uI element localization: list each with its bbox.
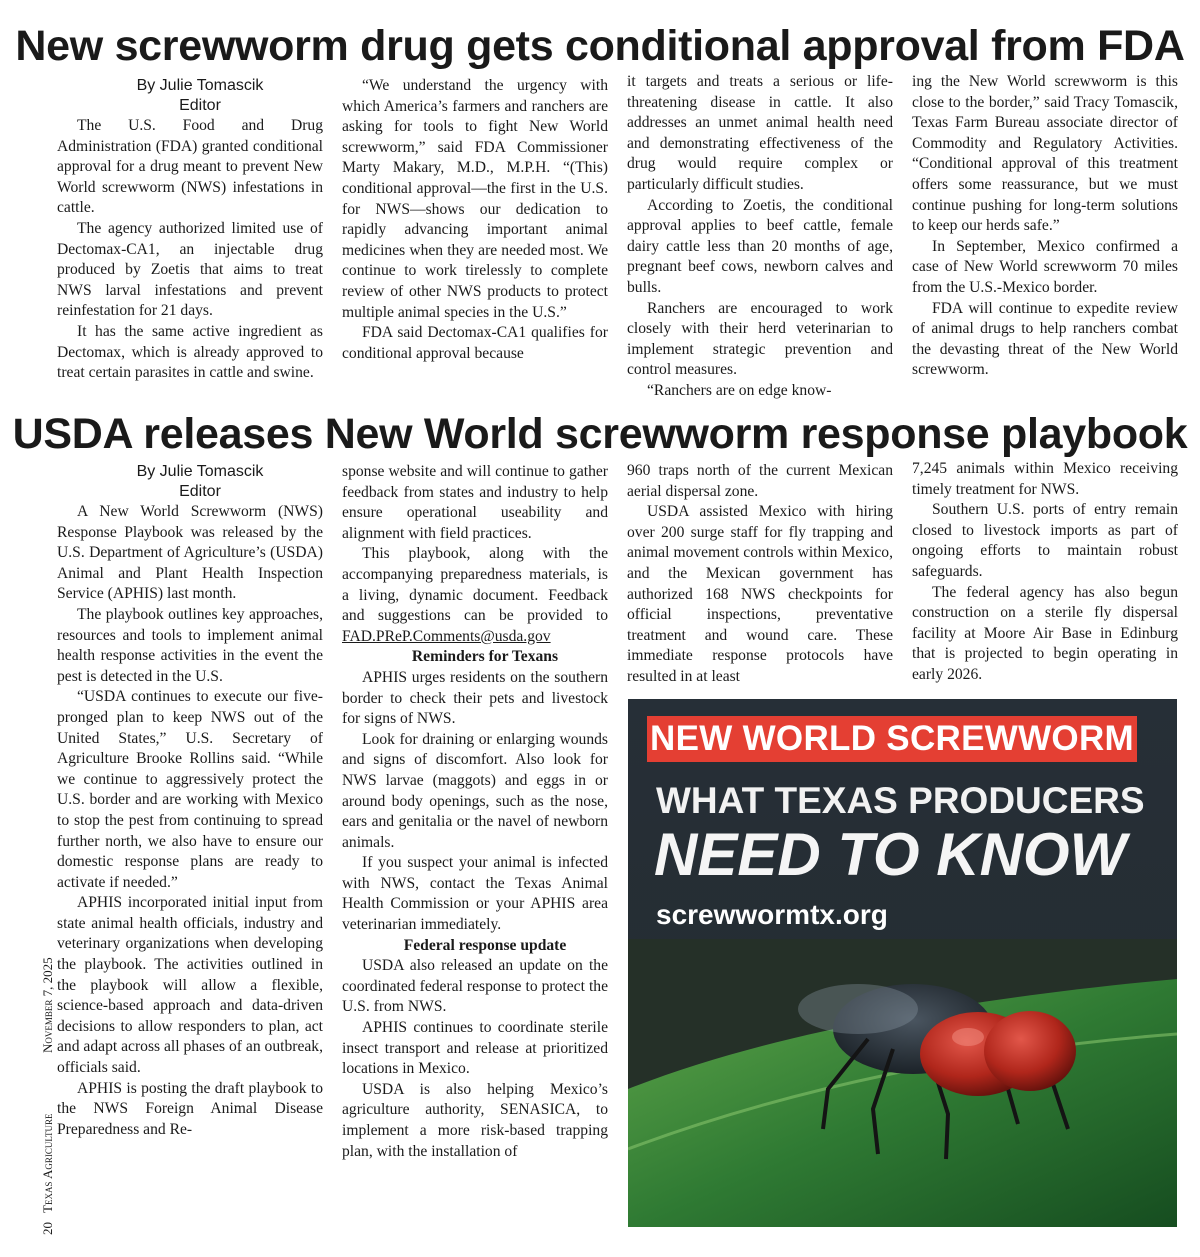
article2-headline: USDA releases New World screwworm response playbook: [12, 410, 1188, 458]
paragraph: sponse website and will continue to gather feedback from states and industry to help ensure operational useability and alignment with field practices.: [342, 463, 608, 542]
article1-column-2: [342, 76, 608, 364]
publication-name: Texas Agriculture: [40, 1113, 55, 1213]
article2-column-1: [57, 462, 323, 1140]
ad-banner: NEW WORLD SCREWWORM: [647, 716, 1137, 762]
ad-url-link[interactable]: screwwormtx.org: [656, 899, 888, 930]
paragraph: “USDA continues to execute our five-pronged plan to keep NWS out of the United States,” U.S. Secretary of Agriculture Brooke Rollins said. “While we continue to aggressively protect the U.S. border and are working with Mexico to stop the pest from continuing to spread further north, we also have to ensure our domestic response plans are ready to activate if needed.”: [57, 688, 323, 891]
paragraph: The agency authorized limited use of Dectomax-CA1, an injectable drug produced by Zoetis that aims to treat NWS larval infestations and prevent reinfestation for 21 days.: [57, 219, 323, 320]
issue-date: November 7, 2025: [40, 957, 55, 1053]
page-folio: [40, 875, 56, 1235]
paragraph: ing the New World screwworm is this close to the border,” said Tracy Tomascik, Texas Farm Bureau associate director of Commodity and Regulatory Activities. “Conditional approval of this treatment offers some reassurance, but we must continue pushing for long-term solutions to keep our herds safe.”: [912, 73, 1178, 235]
paragraph: APHIS urges residents on the southern border to check their pets and livestock for signs of NWS.: [342, 668, 608, 728]
page-number: 20: [40, 1222, 55, 1235]
paragraph: USDA also released an update on the coordinated federal response to protect the U.S. from NWS.: [342, 957, 608, 1016]
paragraph: Southern U.S. ports of entry remain closed to livestock imports as part of ongoing efforts to maintain robust safeguards.: [912, 501, 1178, 580]
paragraph: it targets and treats a serious or life-threatening disease in cattle. It also addresses an unmet animal health need and demonstrating effectiveness of the drug would require complex or particularly difficult studies.: [627, 73, 893, 193]
paragraph: USDA is also helping Mexico’s agriculture authority, SENASICA, to implement a more risk-based trapping plan, with the installation of: [342, 1080, 608, 1160]
paragraph: The playbook outlines key approaches, resources and tools to implement animal health response activities in the event the pest is detected in the U.S.: [57, 605, 323, 685]
ad-subtitle: WHAT TEXAS PRODUCERS: [656, 780, 1145, 821]
paragraph: It has the same active ingredient as Dectomax, which is already approved to treat certain parasites in cattle and swine.: [57, 322, 323, 382]
paragraph: “Ranchers are on edge know-: [647, 381, 832, 399]
fly-photo-icon: [628, 939, 1177, 1227]
feedback-email-link[interactable]: FAD.PReP.Comments@usda.gov: [342, 627, 551, 645]
paragraph: APHIS is posting the draft playbook to the NWS Foreign Animal Disease Preparedness and Re-: [57, 1079, 323, 1138]
paragraph: According to Zoetis, the conditional approval applies to beef cattle, female dairy cattle less than 20 months of age, pregnant beef cows, newborn calves and bulls.: [627, 196, 893, 296]
paragraph: 960 traps north of the current Mexican aerial dispersal zone.: [627, 462, 893, 500]
ad-title: NEED TO KNOW: [654, 821, 1127, 888]
article1-byline-title: Editor: [179, 97, 221, 114]
paragraph: FDA said Dectomax-CA1 qualifies for conditional approval because: [342, 324, 608, 362]
paragraph: In September, Mexico confirmed a case of New World screwworm 70 miles from the U.S.-Mexico border.: [912, 237, 1178, 296]
article2-column-3: [627, 461, 893, 688]
article2-byline-title: Editor: [179, 483, 221, 500]
article1-column-3: [627, 72, 893, 402]
paragraph: APHIS incorporated initial input from state animal health officials, industry and veterinary organizations when developing the playbook. The activities outlined in the playbook will allow a flexible, science-based approach and data-driven decisions to allow responders to plan, act and adapt across all phases of an outbreak, officials said.: [57, 894, 323, 1077]
paragraph: The federal agency has also begun construction on a sterile fly dispersal facility at Moore Air Base in Edinburg that is projected to begin operating in early 2026.: [912, 583, 1178, 683]
paragraph: “We understand the urgency with which America’s farmers and ranchers are asking for tools to fight New World screwworm,” said FDA Commissioner Marty Makary, M.D., M.P.H. “(This) conditional approval—the first in the U.S. for NWS—shows our dedication to rapidly advancing important animal medicines when they are needed most. We continue to work tirelessly to complete review of other NWS products to protect multiple animal species in the U.S.”: [342, 77, 608, 321]
paragraph: A New World Screwworm (NWS) Response Playbook was released by the U.S. Department of Agriculture’s (USDA) Animal and Plant Health Inspection Service (APHIS) last month.: [57, 503, 323, 603]
paragraph: Look for draining or enlarging wounds and signs of discomfort. Also look for NWS larvae (maggots) and eggs in or around body openings, such as the nose, ears and genitalia or the navel of newborn animals.: [342, 730, 608, 851]
paragraph: If you suspect your animal is infected with NWS, contact the Texas Animal Health Commission or your APHIS area veterinarian immediately.: [342, 854, 608, 934]
article1-column-4: [912, 72, 1178, 381]
subhead-reminders: Reminders for Texans: [411, 648, 559, 666]
paragraph: USDA assisted Mexico with hiring over 200 surge staff for fly trapping and animal movement controls within Mexico, and the Mexican government has authorized 168 NWS checkpoints for official inspections, preventative treatment and wound care. These immediate response protocols have resulted in at least: [627, 503, 893, 685]
paragraph: FDA will continue to expedite review of animal drugs to help ranchers combat the devasting threat of the New World screwworm.: [912, 299, 1178, 379]
subhead-federal-response: Federal response update: [403, 936, 567, 954]
article2-column-4: [912, 459, 1178, 686]
screwworm-advertisement[interactable]: [628, 699, 1177, 1227]
article2-byline: By Julie Tomascik: [136, 463, 264, 480]
paragraph-text: This playbook, along with the accompanying preparedness materials, is a living, dynamic document. Feedback and suggestions can be provided to: [342, 545, 608, 625]
paragraph: 7,245 animals within Mexico receiving timely treatment for NWS.: [912, 460, 1178, 498]
paragraph: Ranchers are encouraged to work closely with their herd veterinarian to implement strategic prevention and control measures.: [627, 299, 893, 379]
paragraph: [342, 544, 608, 647]
paragraph: The U.S. Food and Drug Administration (FDA) granted conditional approval for a drug meant to prevent New World screwworm (NWS) infestations in cattle.: [57, 117, 323, 217]
article1-byline: By Julie Tomascik: [136, 77, 264, 94]
article2-column-2: [342, 462, 608, 1162]
article1-headline: New screwworm drug gets conditional approval from FDA: [15, 22, 1185, 70]
paragraph: APHIS continues to coordinate sterile insect transport and release at prioritized locations in Mexico.: [342, 1019, 608, 1078]
article1-column-1: [57, 76, 323, 384]
